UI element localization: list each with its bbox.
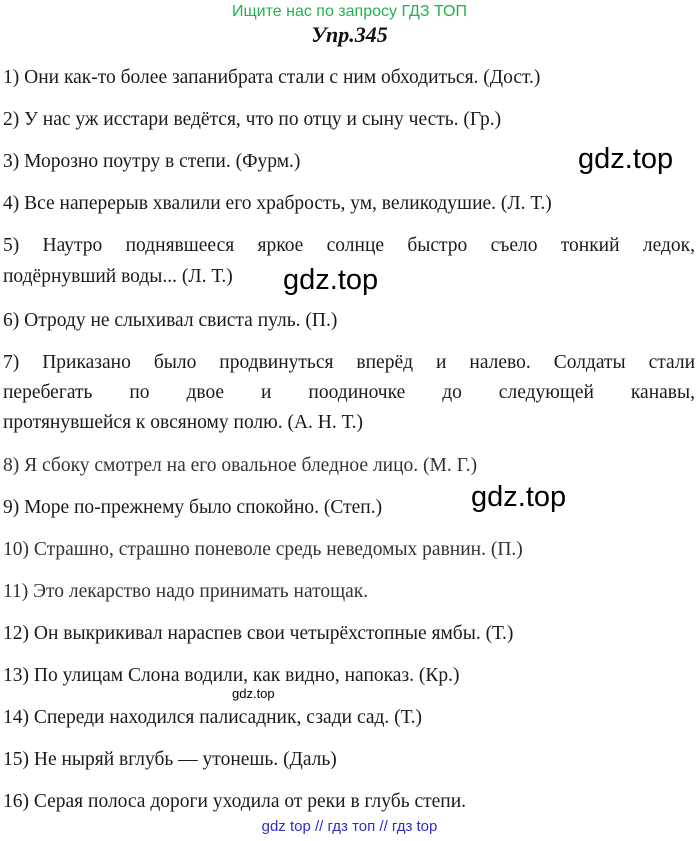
sentence-5-line-1: 5) Наутро поднявшееся яркое солнце быстро съело тонкий ледок, (3, 235, 695, 256)
exercise-title: Упр.345 (311, 22, 388, 47)
sentence-8: 8) Я сбоку смотрел на его овальное бледное лицо. (М. Г.) (3, 455, 478, 476)
watermark-gdz-small: gdz.top (232, 686, 275, 701)
sentence-3: 3) Морозно поутру в степи. (Фурм.) (3, 151, 301, 172)
sentence-16: 16) Серая полоса дороги уходила от реки в глубь степи. (3, 791, 467, 812)
sentence-11: 11) Это лекарство надо принимать натощак. (3, 581, 369, 602)
sentence-5-line-2: подёрнувший воды... (Л. Т.) (3, 266, 233, 287)
sentence-6: 6) Отроду не слыхивал свиста пуль. (П.) (3, 310, 338, 331)
sentence-13: 13) По улицам Слона водили, как видно, напоказ. (Кр.) (3, 665, 460, 686)
sentence-14: 14) Спереди находился палисадник, сзади сад. (Т.) (3, 707, 422, 728)
sentence-4: 4) Все наперерыв хвалили его храбрость, ум, великодушие. (Л. Т.) (3, 193, 552, 214)
footer-links: gdz top // гдз топ // гдз top (261, 818, 438, 835)
sentence-7-line-2: перебегать по двое и поодиночке до следующей канавы, (3, 382, 695, 403)
sentence-9: 9) Море по-прежнему было спокойно. (Степ.) (3, 497, 383, 518)
sentence-7-line-1: 7) Приказано было продвинуться вперёд и налево. Солдаты стали (3, 352, 695, 373)
sentence-1: 1) Они как-то более запанибрата стали с ним обходиться. (Дост.) (3, 67, 541, 88)
sentence-10: 10) Страшно, страшно поневоле средь неведомых равнин. (П.) (3, 539, 523, 560)
watermark-gdz: gdz.top (578, 143, 674, 175)
watermark-gdz: gdz.top (283, 264, 379, 296)
site-banner: Ищите нас по запросу ГДЗ ТОП (232, 3, 467, 20)
sentence-15: 15) Не ныряй вглубь — утонешь. (Даль) (3, 749, 337, 770)
sentence-12: 12) Он выкрикивал нараспев свои четырёхстопные ямбы. (Т.) (3, 623, 514, 644)
sentence-2: 2) У нас уж исстари ведётся, что по отцу и сыну честь. (Гр.) (3, 109, 502, 130)
watermark-gdz: gdz.top (471, 481, 567, 513)
sentence-7-line-3: протянувшейся к овсяному полю. (А. Н. Т.) (3, 412, 363, 433)
